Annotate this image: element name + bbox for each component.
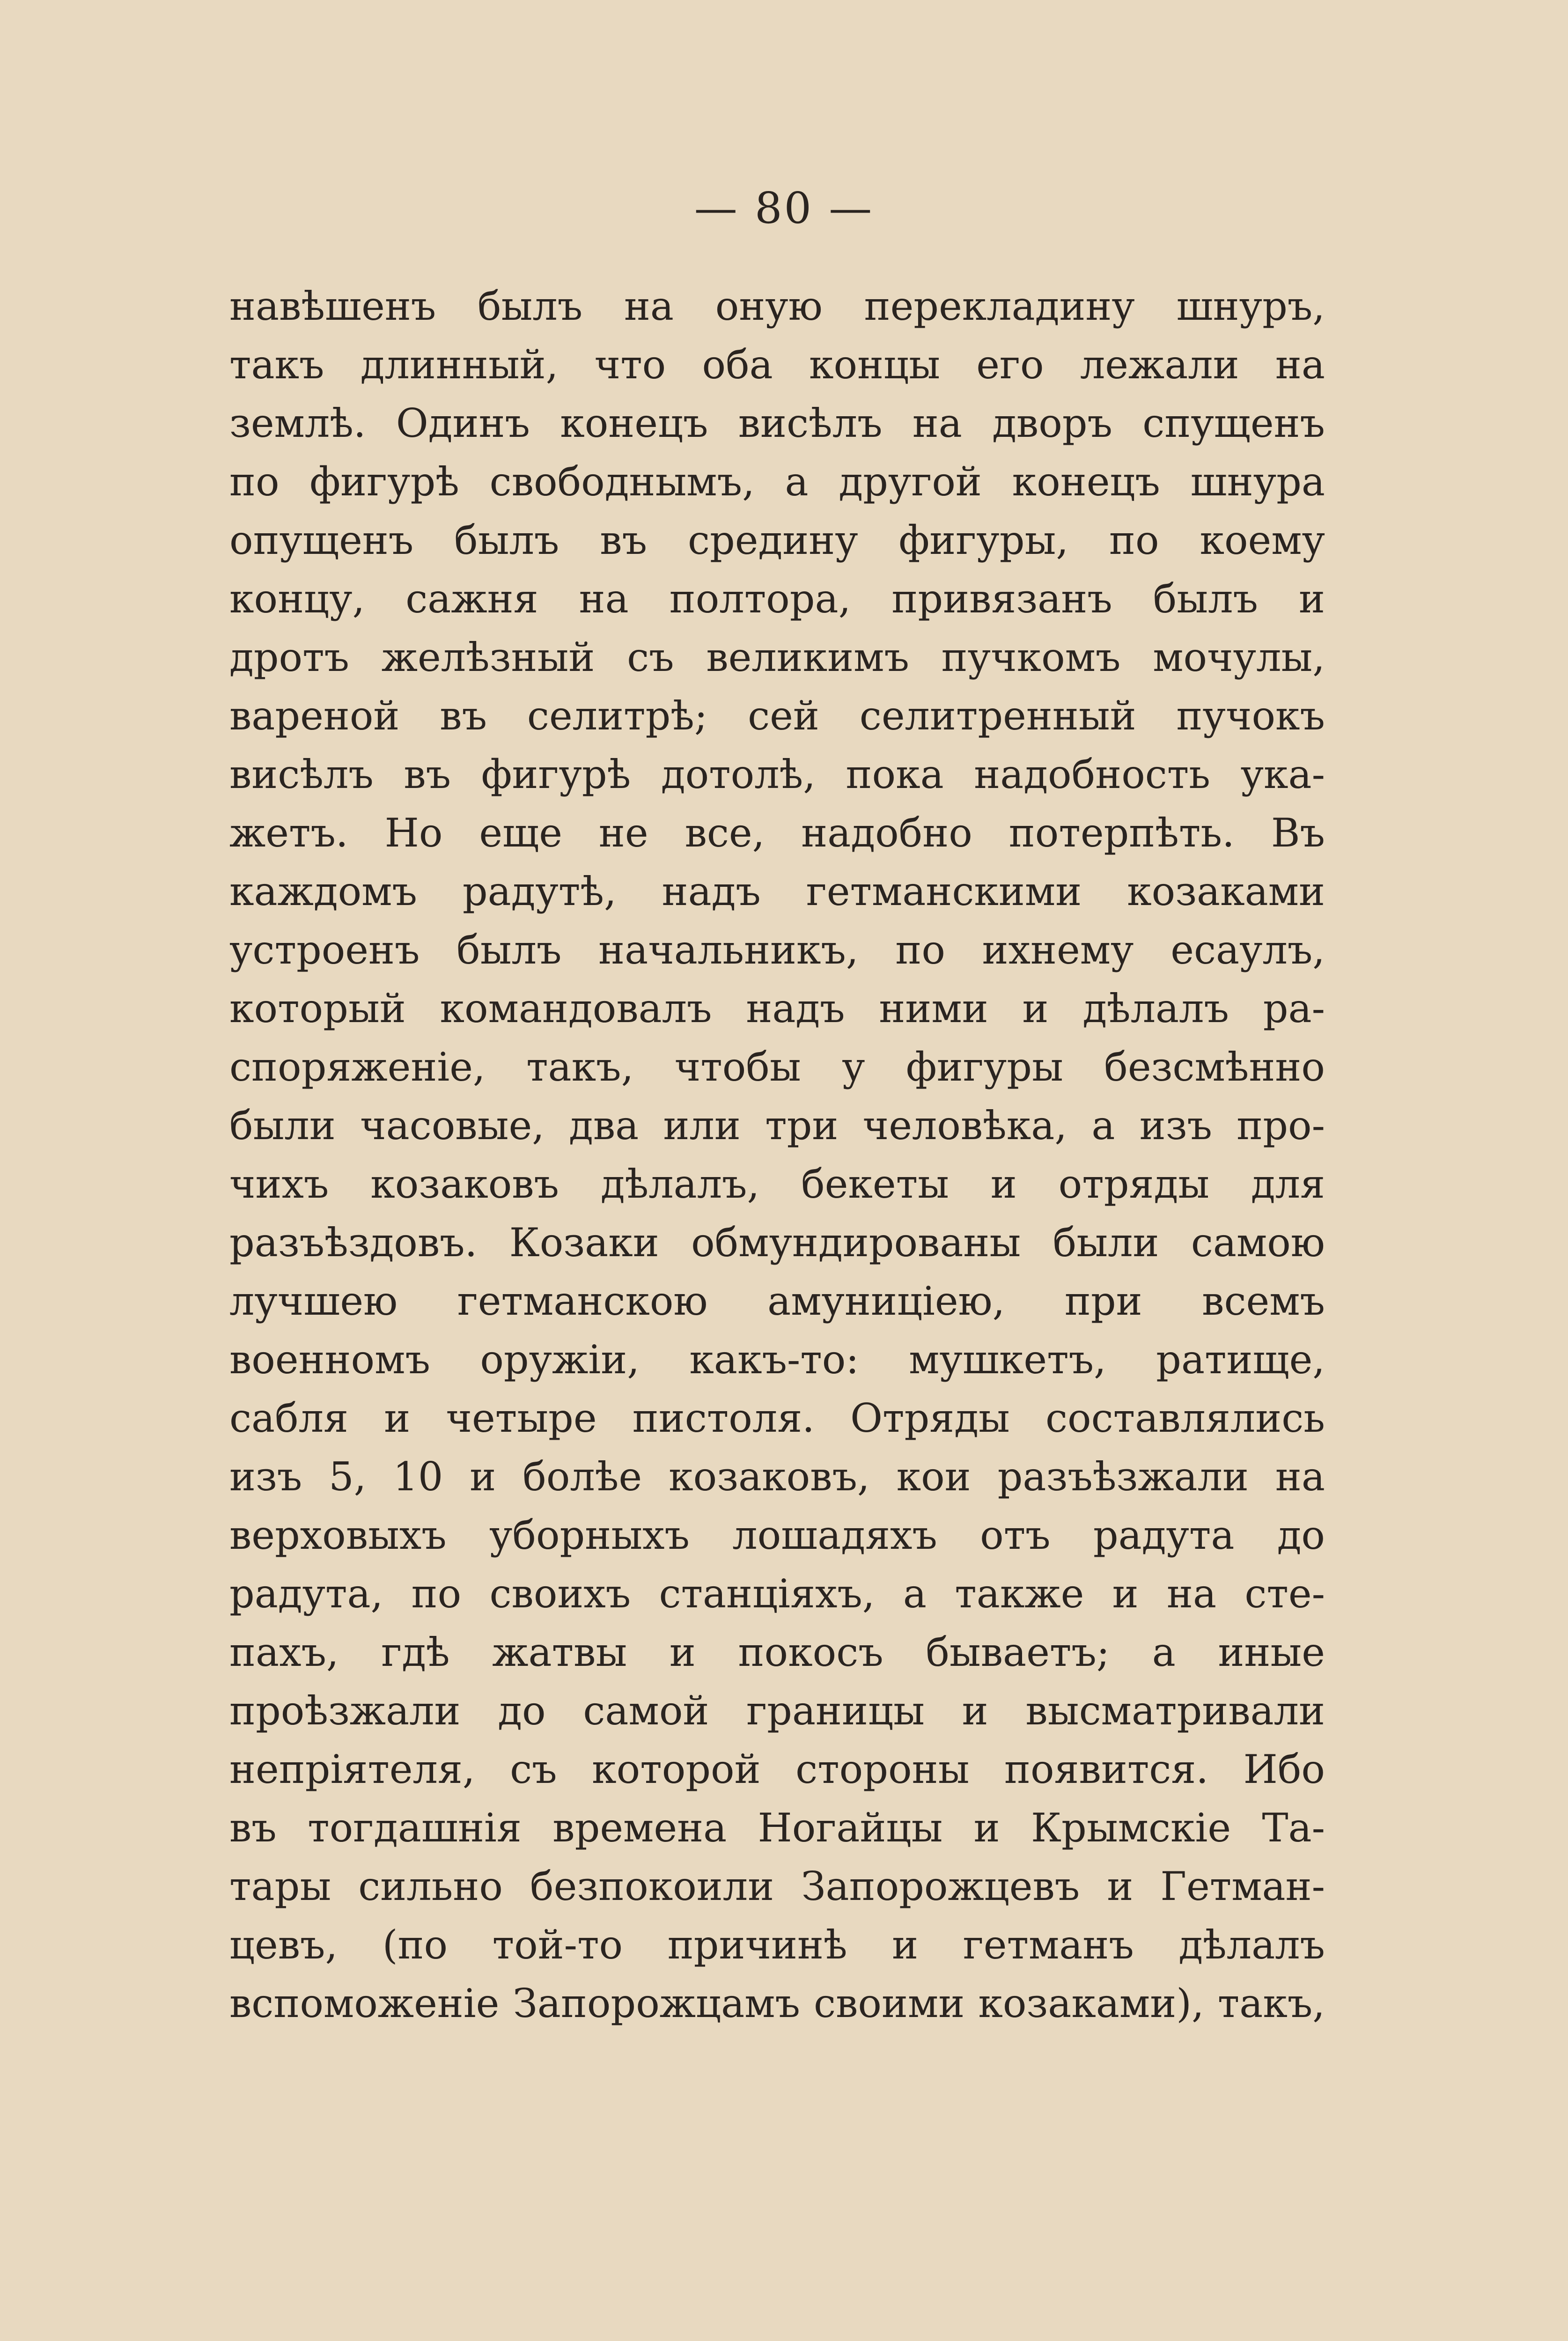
text-line: вспоможеніе Запорожцамъ своими козаками), такъ, bbox=[229, 1980, 1325, 2026]
text-line: по фигурѣ свободнымъ, а другой конецъ шнура bbox=[229, 459, 1325, 505]
text-line: въ тогдашнія времена Ногайцы и Крымскіе Та- bbox=[229, 1805, 1325, 1851]
text-line: который командовалъ надъ ними и дѣлалъ ра- bbox=[229, 986, 1325, 1031]
text-line: чихъ козаковъ дѣлалъ, бекеты и отряды для bbox=[229, 1161, 1325, 1207]
text-line: разъѣздовъ. Козаки обмундированы были самою bbox=[229, 1220, 1325, 1266]
text-line: верховыхъ уборныхъ лошадяхъ отъ радута до bbox=[229, 1512, 1325, 1558]
text-line: вареной въ селитрѣ; сей селитренный пучокъ bbox=[229, 693, 1325, 739]
text-line: землѣ. Одинъ конецъ висѣлъ на дворъ спущенъ bbox=[229, 400, 1325, 446]
text-line: висѣлъ въ фигурѣ дотолѣ, пока надобность ука- bbox=[229, 751, 1325, 797]
page-number: — 80 — bbox=[694, 183, 874, 233]
text-line: радута, по своихъ станціяхъ, а также и на сте- bbox=[229, 1571, 1325, 1617]
text-line: споряженіе, такъ, чтобы у фигуры безсмѣнно bbox=[229, 1044, 1325, 1090]
text-line: дротъ желѣзный съ великимъ пучкомъ мочулы, bbox=[229, 634, 1325, 680]
text-line: проѣзжали до самой границы и высматривали bbox=[229, 1688, 1325, 1734]
text-line: пахъ, гдѣ жатвы и покосъ бываетъ; а иные bbox=[229, 1629, 1325, 1675]
text-line: жетъ. Но еще не все, надобно потерпѣть. Въ bbox=[229, 810, 1325, 856]
body-text bbox=[229, 277, 1325, 2033]
text-line: непріятеля, съ которой стороны появится. Ибо bbox=[229, 1746, 1325, 1792]
text-line: лучшею гетманскою амуниціею, при всемъ bbox=[229, 1278, 1325, 1324]
text-line: навѣшенъ былъ на оную перекладину шнуръ, bbox=[229, 283, 1325, 329]
text-line: такъ длинный, что оба концы его лежали на bbox=[229, 342, 1325, 388]
text-line: изъ 5, 10 и болѣе козаковъ, кои разъѣзжали на bbox=[229, 1454, 1325, 1500]
text-line: военномъ оружіи, какъ-то: мушкетъ, ратище, bbox=[229, 1337, 1325, 1383]
text-line: цевъ, (по той-то причинѣ и гетманъ дѣлалъ bbox=[229, 1922, 1325, 1968]
text-line: концу, сажня на полтора, привязанъ былъ и bbox=[229, 576, 1325, 622]
text-line: опущенъ былъ въ средину фигуры, по коему bbox=[229, 517, 1325, 563]
text-line: каждомъ радутѣ, надъ гетманскими козаками bbox=[229, 869, 1325, 914]
text-line: сабля и четыре пистоля. Отряды составлялись bbox=[229, 1395, 1325, 1441]
text-line: устроенъ былъ начальникъ, по ихнему есаулъ, bbox=[229, 927, 1325, 973]
text-line: были часовые, два или три человѣка, а изъ про- bbox=[229, 1103, 1325, 1148]
text-line: тары сильно безпокоили Запорожцевъ и Гетман- bbox=[229, 1863, 1325, 1909]
